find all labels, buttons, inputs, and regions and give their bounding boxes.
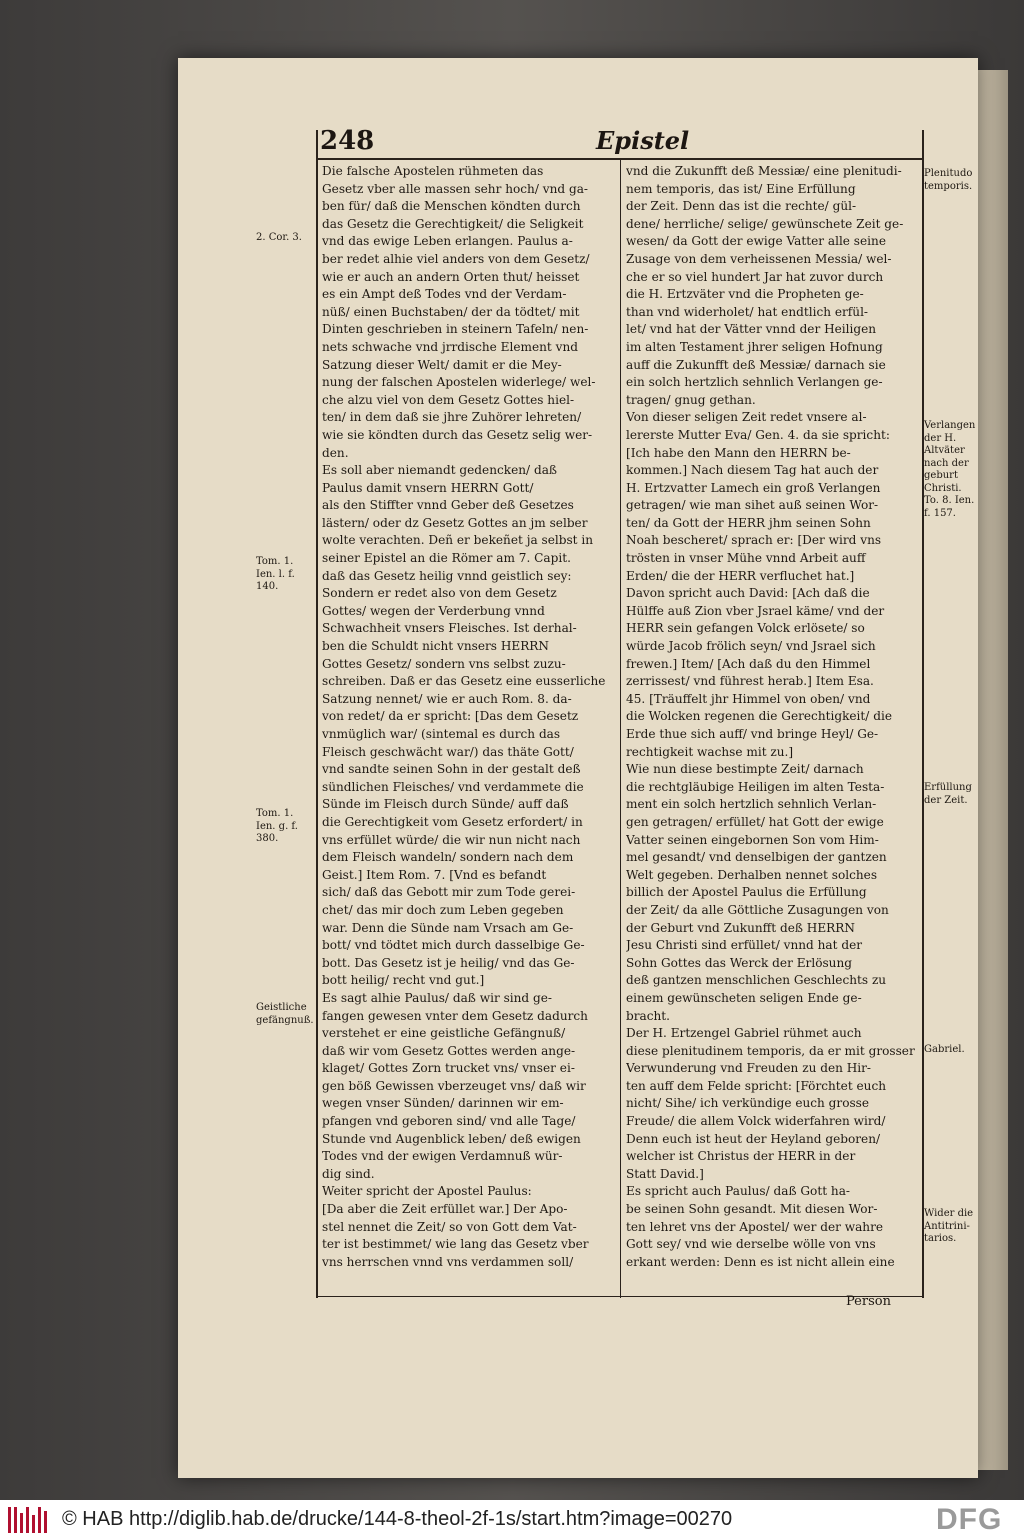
text-line: wesen/ da Gott der ewige Vatter alle seine	[626, 234, 886, 249]
text-line: billich der Apostel Paulus die Erfüllung	[626, 885, 867, 900]
text-line: das Gesetz die Gerechtigkeit/ die Seligkeit	[322, 216, 584, 231]
text-line: wolte verachten. Deñ er bekeñet ja selbst in	[322, 533, 594, 548]
text-line: Verwunderung vnd Freuden zu den Hir-	[626, 1061, 872, 1076]
text-line: Sohn Gottes das Werck der Erlösung	[626, 955, 852, 970]
margin-note-right: Gabriel.	[924, 1044, 965, 1055]
text-line: let/ vnd hat der Vätter vnnd der Heiligen	[626, 322, 877, 337]
text-line: dene/ herrliche/ selige/ gewünschete Zeit ge-	[626, 216, 904, 231]
text-line: die rechtgläubige Heiligen im alten Testa-	[626, 779, 885, 794]
text-line: Von dieser seligen Zeit redet vnsere al-	[626, 410, 867, 425]
text-line: nets schwache vnd jrrdische Element vnd	[322, 339, 578, 354]
text-line: die H. Ertzväter vnd die Propheten ge-	[626, 287, 864, 302]
text-line: trösten in vnser Mühe vnnd Arbeit auff	[626, 551, 866, 566]
text-line: vnd die Zukunfft deß Messiæ/ eine plenitudi-	[626, 164, 902, 178]
text-line: sündlichen Fleisches/ vnd verdammete die	[322, 779, 584, 794]
text-line: deß gantzen menschlichen Geschlechts zu	[626, 973, 887, 988]
text-line: bracht.	[626, 1008, 670, 1023]
text-line: Wie nun diese bestimpte Zeit/ darnach	[626, 762, 864, 777]
text-line: zerrissest/ vnd führest herab.] Item Esa.	[626, 674, 874, 689]
text-line: Gottes Gesetz/ sondern vns selbst zuzu-	[322, 656, 566, 671]
text-line: Sünde im Fleisch durch Sünde/ auff daß	[322, 797, 569, 812]
text-line: pfangen vnd geboren sind/ vnd alle Tage/	[322, 1114, 576, 1129]
text-line: 45. [Träuffelt jhr Himmel von oben/ vnd	[626, 691, 871, 706]
text-line: seiner Epistel an die Römer am 7. Capit.	[322, 551, 571, 566]
margin-note-right: Verlangen der H. Altväter nach der geburt Christi. To. 8. Ien. f. 157.	[924, 420, 976, 519]
margin-note-right: Wider die Antitrini- tarios.	[924, 1208, 974, 1244]
text-line: Satzung nennet/ wie er auch Rom. 8. da-	[322, 691, 572, 706]
text-line: Gottes/ wegen der Verderbung vnnd	[322, 603, 545, 618]
text-line: stel nennet die Zeit/ so von Gott dem Vat-	[322, 1219, 577, 1234]
text-line: chet/ das mir doch zum Leben gegeben	[322, 902, 564, 917]
text-line: den.	[322, 445, 349, 460]
margin-note-left: Tom. 1. Ien. l. f. 140.	[256, 556, 295, 592]
text-line: Es soll aber niemandt gedencken/ daß	[322, 463, 557, 478]
text-line: der Geburt vnd Zukunfft deß HERRN	[626, 920, 855, 935]
text-line: Satzung dieser Welt/ damit er die Mey-	[322, 357, 562, 372]
text-line: ter ist bestimmet/ wie lang das Gesetz vber	[322, 1237, 589, 1252]
text-line: lästern/ oder dz Gesetz Gottes an jm selber	[322, 515, 588, 530]
margin-note-right: Erfüllung der Zeit.	[924, 782, 972, 806]
text-line: diese plenitudinem temporis, da er mit grosser	[626, 1043, 915, 1058]
text-line: Denn euch ist heut der Heyland geboren/	[626, 1131, 881, 1146]
text-line: von redet/ da er spricht: [Das dem Gesetz	[322, 709, 579, 724]
text-line: schreiben. Daß er das Gesetz eine eusserliche	[322, 674, 606, 689]
text-line: sich/ daß das Gebott mir zum Tode gerei-	[322, 885, 576, 900]
text-line: wegen vnser Sünden/ darinnen wir em-	[322, 1096, 564, 1111]
text-line: vns erfüllet würde/ die wir nun nicht nach	[322, 832, 581, 847]
text-line: Hülffe auß Zion vber Jsrael käme/ vnd der	[626, 603, 885, 618]
text-line: ten/ in dem daß sie jhre Zuhörer lehreten/	[322, 410, 582, 425]
text-line: ber redet alhie viel anders von dem Gesetz/	[322, 251, 590, 266]
text-line: Erde thue sich auff/ vnd bringe Heyl/ Ge-	[626, 727, 879, 741]
text-line: lererste Mutter Eva/ Gen. 4. da sie spricht:	[626, 427, 890, 442]
text-line: Davon spricht auch David: [Ach daß die	[626, 586, 870, 601]
text-line: gen getragen/ erfüllet/ hat Gott der ewige	[626, 814, 884, 829]
text-line: frewen.] Item/ [Ach daß du den Himmel	[626, 656, 871, 671]
right-text-column	[626, 163, 918, 1291]
text-line: Erden/ die der HERR verfluchet hat.]	[626, 568, 855, 583]
text-line: vnd sandte seinen Sohn in der gestalt deß	[322, 762, 581, 777]
text-line: rechtigkeit wachse mit zu.]	[626, 744, 794, 759]
column-divider	[620, 160, 621, 1298]
text-line: Stunde vnd Augenblick leben/ deß ewigen	[322, 1131, 581, 1146]
text-line: dem Fleisch wandeln/ sondern nach dem	[322, 850, 574, 865]
text-line: vns herrschen vnnd vns verdammen soll/	[322, 1254, 574, 1269]
page-header	[316, 126, 922, 158]
text-line: getragen/ wie man sihet auß seinen Wor-	[626, 498, 879, 513]
margin-note-right: Plenitudo temporis.	[924, 168, 973, 192]
text-line: kommen.] Nach diesem Tag hat auch der	[626, 463, 879, 478]
text-line: die Wolcken regenen die Gerechtigkeit/ die	[626, 709, 892, 724]
text-line: als den Stiffter vnnd Geber deß Gesetzes	[322, 498, 574, 513]
text-line: HERR sein gefangen Volck erlösete/ so	[626, 621, 865, 636]
text-line: nicht/ Sihe/ ich verkündige euch grosse	[626, 1096, 870, 1111]
text-line: ten/ da Gott der HERR jhm seinen Sohn	[626, 515, 871, 530]
text-line: ten lehret vns der Apostel/ wer der wahre	[626, 1219, 884, 1234]
text-line: Paulus damit vnsern HERRN Gott/	[322, 480, 534, 495]
margin-note-left: 2. Cor. 3.	[256, 232, 302, 243]
text-line: che alzu viel von dem Gesetz Gottes hiel-	[322, 392, 575, 407]
text-line: bott. Das Gesetz ist je heilig/ vnd das Ge-	[322, 955, 575, 970]
text-line: daß das Gesetz heilig vnnd geistlich sey:	[322, 568, 572, 583]
text-line: [Da aber die Zeit erfüllet war.] Der Apo-	[322, 1202, 568, 1217]
text-line: mel gesandt/ vnd denselbigen der gantzen	[626, 850, 887, 865]
text-line: [Ich habe den Mann den HERRN be-	[626, 445, 851, 460]
text-line: than vnd widerholet/ hat endtlich erfül-	[626, 304, 869, 319]
running-title: Epistel	[596, 126, 690, 155]
text-line: war. Denn die Sünde nam Vrsach am Ge-	[322, 920, 574, 935]
text-line: ben für/ daß die Menschen köndten durch	[322, 199, 581, 214]
text-line: Die falsche Apostelen rühmeten das	[322, 164, 544, 178]
left-text-column	[322, 163, 614, 1291]
text-line: verstehet er eine geistliche Gefängnuß/	[322, 1026, 566, 1041]
text-line: Jesu Christi sind erfüllet/ vnnd hat der	[626, 938, 863, 953]
text-line: es ein Ampt deß Todes vnd der Verdam-	[322, 287, 567, 302]
text-line: im alten Testament jhrer seligen Hofnung	[626, 339, 883, 354]
facing-page-edge	[978, 70, 1008, 1470]
text-line: daß wir vom Gesetz Gottes werden ange-	[322, 1043, 576, 1058]
text-line: Vatter seinen eingebornen Son vom Him-	[626, 832, 879, 847]
left-frame-line	[316, 130, 318, 1298]
text-line: nem temporis, das ist/ Eine Erfüllung	[626, 181, 856, 196]
text-line: ben die Schuldt nicht vnsers HERRN	[322, 639, 549, 654]
text-line: Es sagt alhie Paulus/ daß wir sind ge-	[322, 990, 553, 1005]
text-line: Gott sey/ vnd wie derselbe wölle von vns	[626, 1237, 876, 1252]
text-line: der Zeit/ da alle Göttliche Zusagungen von	[626, 902, 889, 917]
text-line: Zusage von dem verheissenen Messia/ wel-	[626, 251, 892, 266]
text-line: erkant werden: Denn es ist nicht allein eine	[626, 1254, 895, 1269]
text-line: Statt David.]	[626, 1166, 704, 1181]
text-line: bott heilig/ recht vnd gut.]	[322, 973, 485, 988]
text-line: Fleisch geschwächt war/) das thäte Gott/	[322, 744, 574, 759]
copyright-link[interactable]: © HAB http://diglib.hab.de/drucke/144-8-theol-2f-1s/start.htm?image=00270	[62, 1508, 733, 1530]
text-line: Sondern er redet also von dem Gesetz	[322, 586, 557, 601]
right-frame-line	[922, 130, 924, 1298]
text-line: klaget/ Gottes Zorn trucket vns/ vnser ei-	[322, 1061, 575, 1076]
text-line: Dinten geschrieben in steinern Tafeln/ nen-	[322, 322, 589, 337]
text-line: be seinen Sohn gesandt. Mit diesen Wor-	[626, 1202, 878, 1217]
text-line: bott/ vnd tödtet mich durch dasselbige Ge-	[322, 938, 585, 953]
footer-bar	[0, 1500, 1024, 1538]
margin-note-left: Tom. 1. Ien. g. f. 380.	[256, 808, 298, 844]
text-line: tragen/ gnug gethan.	[626, 392, 756, 407]
text-line: H. Ertzvatter Lamech ein groß Verlangen	[626, 480, 881, 495]
catchword: Person	[846, 1294, 891, 1309]
text-line: würde Jacob frölich seyn/ vnd Jsrael sich	[626, 639, 876, 654]
text-line: Geist.] Item Rom. 7. [Vnd es befandt	[322, 867, 547, 882]
text-line: Todes vnd der ewigen Verdamnuß wür-	[322, 1149, 563, 1164]
text-line: welcher ist Christus der HERR in der	[626, 1149, 856, 1164]
text-line: der Zeit. Denn das ist die rechte/ gül-	[626, 199, 857, 214]
text-line: nung der falschen Apostelen widerlege/ wel-	[322, 375, 596, 390]
text-line: dig sind.	[322, 1166, 375, 1181]
text-line: nüß/ einen Buchstaben/ der da tödtet/ mit	[322, 304, 580, 319]
text-line: che er so viel hundert Jar hat zuvor durch	[626, 269, 884, 284]
page-number: 248	[320, 126, 375, 156]
text-line: Der H. Ertzengel Gabriel rühmet auch	[626, 1026, 862, 1041]
text-line: Es spricht auch Paulus/ daß Gott ha-	[626, 1184, 850, 1199]
text-line: Welt gegeben. Derhalben nennet solches	[626, 867, 878, 882]
header-rule	[316, 158, 922, 160]
text-line: Schwachheit vnsers Fleisches. Ist derhal-	[322, 621, 577, 636]
hab-logo-icon	[8, 1507, 52, 1533]
text-line: ein solch hertzlich sehnlich Verlangen ge-	[626, 375, 883, 390]
text-line: die Gerechtigkeit vom Gesetz erfordert/ in	[322, 814, 583, 829]
text-line: Gesetz vber alle massen sehr hoch/ vnd ga-	[322, 181, 589, 196]
bottom-frame-line	[316, 1296, 922, 1297]
dfg-logo: DFG	[936, 1503, 1003, 1536]
text-line: auff die Zukunfft deß Messiæ/ darnach sie	[626, 357, 886, 372]
text-line: einem gewünscheten seligen Ende ge-	[626, 990, 862, 1005]
text-line: vnmüglich war/ (sintemal es durch das	[322, 727, 561, 741]
text-line: Noah bescheret/ sprach er: [Der wird vns	[626, 533, 882, 548]
text-line: wie er auch an andern Orten thut/ heisset	[322, 269, 580, 284]
text-line: gen böß Gewissen vberzeuget vns/ daß wir	[322, 1078, 586, 1093]
margin-note-left: Geistliche gefängnuß.	[256, 1002, 314, 1026]
text-line: vnd das ewige Leben erlangen. Paulus a-	[322, 234, 573, 249]
text-line: wie sie köndten durch das Gesetz selig wer-	[322, 427, 593, 442]
text-line: ment ein solch hertzlich sehnlich Verlan-	[626, 797, 877, 812]
text-line: Freude/ die allem Volck widerfahren wird/	[626, 1114, 886, 1129]
text-line: ten auff dem Felde spricht: [Förchtet euch	[626, 1078, 887, 1093]
text-line: fangen gewesen vnter dem Gesetz dadurch	[322, 1008, 588, 1023]
text-line: Weiter spricht der Apostel Paulus:	[322, 1184, 532, 1199]
